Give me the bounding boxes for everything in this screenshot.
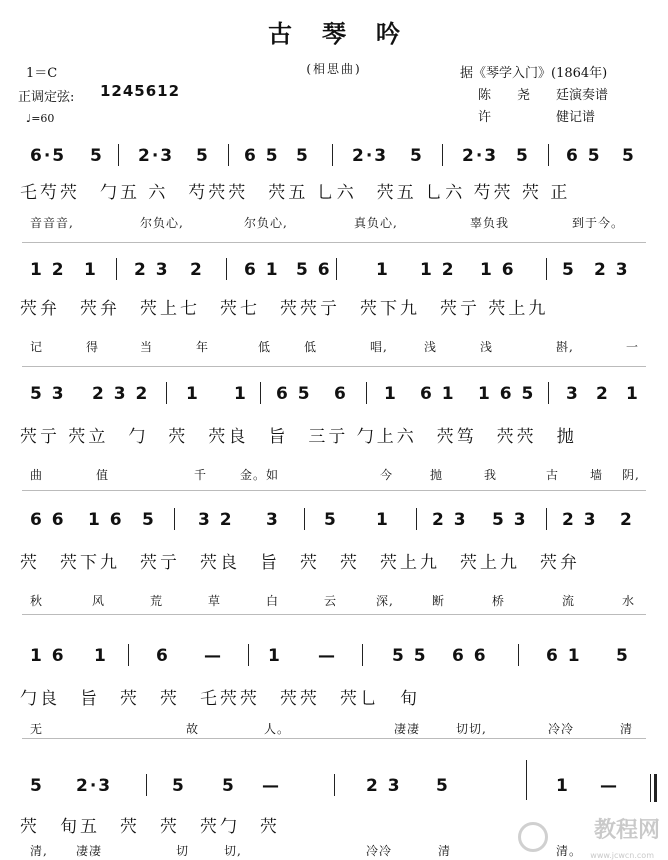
lyric: 清 <box>620 722 634 736</box>
lyric: 尔负心, <box>140 216 184 230</box>
system-separator <box>22 614 646 615</box>
lyric: 年 <box>196 340 210 354</box>
bar-line <box>166 382 167 404</box>
lyric: 水 <box>622 594 636 608</box>
lyric: 金。如 <box>240 468 280 482</box>
key-signature: 1＝C <box>26 66 58 81</box>
bar-line <box>174 508 175 530</box>
number-notation: 5 5 <box>392 646 428 666</box>
number-notation: 6 1 <box>244 260 280 280</box>
number-notation: — <box>204 646 223 666</box>
piece-subtitle: (相思曲) <box>306 62 362 76</box>
lyric: 清, <box>30 844 48 858</box>
number-notation: 5 <box>90 146 104 166</box>
number-notation: 5 3 <box>30 384 66 404</box>
lyric: 风 <box>92 594 106 608</box>
bar-line <box>442 144 443 166</box>
bar-line <box>260 382 261 404</box>
number-notation: 6·5 <box>30 146 67 166</box>
number-notation: 6 5 <box>276 384 312 404</box>
lyric: 到于今。 <box>572 216 625 230</box>
number-notation: 6 <box>334 384 348 404</box>
number-notation: 2·3 <box>352 146 389 166</box>
bar-line <box>128 644 129 666</box>
lyric: 故 <box>186 722 200 736</box>
bar-line <box>546 508 547 530</box>
number-notation: 5 <box>324 510 338 530</box>
number-notation: 5 <box>30 776 44 796</box>
qin-tablature: 乇芍茓 勹五 六 芍茓茓 茓五 乚六 茓五 乚六 芍茓 茓 正 <box>20 183 571 203</box>
number-notation: 1 <box>186 384 200 404</box>
lyric: 浅 <box>480 340 494 354</box>
lyric: 低 <box>304 340 318 354</box>
lyric: 无 <box>30 722 44 736</box>
tuning-notes: 1245612 <box>100 82 181 100</box>
bar-line <box>118 144 119 166</box>
lyric: 音音音, <box>30 216 74 230</box>
bar-line <box>228 144 229 166</box>
number-notation: 1 2 <box>30 260 66 280</box>
lyric: 当 <box>140 340 154 354</box>
number-notation: 1 <box>384 384 398 404</box>
bar-line <box>546 258 547 280</box>
number-notation: 2 3 <box>366 776 402 796</box>
lyric: 浅 <box>424 340 438 354</box>
number-notation: 6 6 <box>452 646 488 666</box>
score-system-4 <box>0 498 668 610</box>
number-notation: 2 3 <box>594 260 630 280</box>
bar-line <box>548 144 549 166</box>
transcriber-credit: 许 健记谱 <box>478 110 596 125</box>
tuning-label: 正调定弦: <box>18 90 75 105</box>
lyric: 流 <box>562 594 576 608</box>
lyric: 桥 <box>492 594 506 608</box>
number-notation: 1 <box>376 260 390 280</box>
qin-tablature: 茓弁 茓弁 茓上七 茓七 茓茓亍 茓下九 茓亍 茓上九 <box>20 299 549 319</box>
score-system-2 <box>0 250 668 362</box>
lyric: 古 <box>546 468 560 482</box>
number-notation: 3 <box>266 510 280 530</box>
lyric: 切, <box>224 844 242 858</box>
lyric: 今 <box>380 468 394 482</box>
number-notation: 1 <box>376 510 390 530</box>
number-notation: 1 6 <box>30 646 66 666</box>
bar-line <box>526 760 527 800</box>
qin-tablature: 勹良 旨 茓 茓 乇茓茓 茓茓 茓乚 旬 <box>20 689 420 709</box>
number-notation: 3 2 <box>198 510 234 530</box>
lyric: 凄凄 <box>76 844 103 858</box>
bar-line <box>336 258 337 280</box>
lyric: 清 <box>438 844 452 858</box>
lyric: 我 <box>484 468 498 482</box>
watermark: 教程网 <box>593 818 660 843</box>
lyric: 草 <box>208 594 222 608</box>
number-notation: 1 6 <box>480 260 516 280</box>
tempo-marking: ♩=60 <box>26 112 55 125</box>
system-separator <box>22 242 646 243</box>
bar-line <box>116 258 117 280</box>
bar-line <box>146 774 147 796</box>
number-notation: 3 <box>566 384 580 404</box>
number-notation: 6 5 <box>566 146 602 166</box>
lyric: 白 <box>266 594 280 608</box>
lyric: 唱, <box>370 340 388 354</box>
lyric: 得 <box>86 340 100 354</box>
lyric: 值 <box>96 468 110 482</box>
number-notation: — <box>318 646 337 666</box>
lyric: 千 <box>194 468 208 482</box>
number-notation: 5 <box>410 146 424 166</box>
number-notation: 1 <box>84 260 98 280</box>
system-separator <box>22 738 646 739</box>
lyric: 切 <box>176 844 190 858</box>
number-notation: 5 <box>622 146 636 166</box>
number-notation: 5 <box>196 146 210 166</box>
watermark-logo-icon <box>518 822 548 852</box>
piece-title: 古琴吟 <box>268 19 430 48</box>
number-notation: 5 3 <box>492 510 528 530</box>
number-notation: 5 <box>142 510 156 530</box>
number-notation: 2 <box>596 384 610 404</box>
number-notation: 6 <box>156 646 170 666</box>
qin-tablature: 茓 茓下九 茓亍 茓良 旨 茓 茓 茓上九 茓上九 茓弁 <box>20 553 580 573</box>
number-notation: 2·3 <box>462 146 499 166</box>
bar-line <box>332 144 333 166</box>
number-notation: — <box>600 776 619 796</box>
number-notation: 2·3 <box>138 146 175 166</box>
number-notation: 1 6 <box>88 510 124 530</box>
lyric: 冷冷 <box>548 722 575 736</box>
qin-tablature: 茓亍 茓立 勹 茓 茓良 旨 三亍 勹上六 茓笃 茓茓 抛 <box>20 427 577 447</box>
number-notation: 1 2 <box>420 260 456 280</box>
score-system-1 <box>0 128 668 238</box>
number-notation: — <box>262 776 281 796</box>
lyric: 真负心, <box>354 216 398 230</box>
number-notation: 1 <box>268 646 282 666</box>
qin-tablature: 茓 旬五 茓 茓 茓勹 茓 <box>20 817 280 837</box>
number-notation: 1 <box>556 776 570 796</box>
number-notation: 2 3 <box>562 510 598 530</box>
performer-credit: 陈 尧 廷演奏谱 <box>478 88 609 103</box>
lyric: 断 <box>432 594 446 608</box>
number-notation: 5 6 <box>296 260 332 280</box>
number-notation: 5 <box>562 260 576 280</box>
lyric: 墙 <box>590 468 604 482</box>
lyric: 冷冷 <box>366 844 393 858</box>
lyric: 凄凄 <box>394 722 421 736</box>
lyric: 秋 <box>30 594 44 608</box>
number-notation: 2·3 <box>76 776 113 796</box>
number-notation: 5 <box>172 776 186 796</box>
lyric: 阴, <box>622 468 640 482</box>
lyric: 云 <box>324 594 338 608</box>
number-notation: 6 5 <box>244 146 280 166</box>
score-system-6 <box>0 746 668 858</box>
bar-line <box>226 258 227 280</box>
lyric: 人。 <box>264 722 291 736</box>
bar-line <box>416 508 417 530</box>
lyric: 记 <box>30 340 44 354</box>
bar-line <box>304 508 305 530</box>
final-bar-line-thick <box>654 774 657 802</box>
lyric: 辜负我 <box>470 216 510 230</box>
lyric: 清。 <box>556 844 583 858</box>
bar-line <box>334 774 335 796</box>
number-notation: 2 3 2 <box>92 384 150 404</box>
lyric: 深, <box>376 594 394 608</box>
bar-line <box>366 382 367 404</box>
final-bar-line-thin <box>650 774 651 802</box>
number-notation: 1 <box>234 384 248 404</box>
number-notation: 1 <box>626 384 640 404</box>
number-notation: 5 <box>616 646 630 666</box>
system-separator <box>22 490 646 491</box>
source-citation: 据《琴学入门》(1864年) <box>460 66 608 81</box>
score-system-5 <box>0 622 668 734</box>
number-notation: 5 <box>516 146 530 166</box>
number-notation: 5 <box>222 776 236 796</box>
number-notation: 2 <box>620 510 634 530</box>
bar-line <box>248 644 249 666</box>
score-system-3 <box>0 374 668 486</box>
number-notation: 1 <box>94 646 108 666</box>
lyric: 荒 <box>150 594 164 608</box>
lyric: 尔负心, <box>244 216 288 230</box>
number-notation: 5 <box>436 776 450 796</box>
lyric: 抛 <box>430 468 444 482</box>
lyric: 曲 <box>30 468 44 482</box>
lyric: 切切, <box>456 722 487 736</box>
number-notation: 6 1 <box>420 384 456 404</box>
number-notation: 5 <box>296 146 310 166</box>
system-separator <box>22 366 646 367</box>
bar-line <box>362 644 363 666</box>
number-notation: 2 3 <box>134 260 170 280</box>
bar-line <box>548 382 549 404</box>
lyric: 一 <box>626 340 640 354</box>
bar-line <box>518 644 519 666</box>
number-notation: 2 <box>190 260 204 280</box>
watermark-url: www.jcwcn.com <box>590 851 654 860</box>
lyric: 斟, <box>556 340 574 354</box>
number-notation: 1 6 5 <box>478 384 536 404</box>
number-notation: 6 1 <box>546 646 582 666</box>
lyric: 低 <box>258 340 272 354</box>
number-notation: 6 6 <box>30 510 66 530</box>
number-notation: 2 3 <box>432 510 468 530</box>
